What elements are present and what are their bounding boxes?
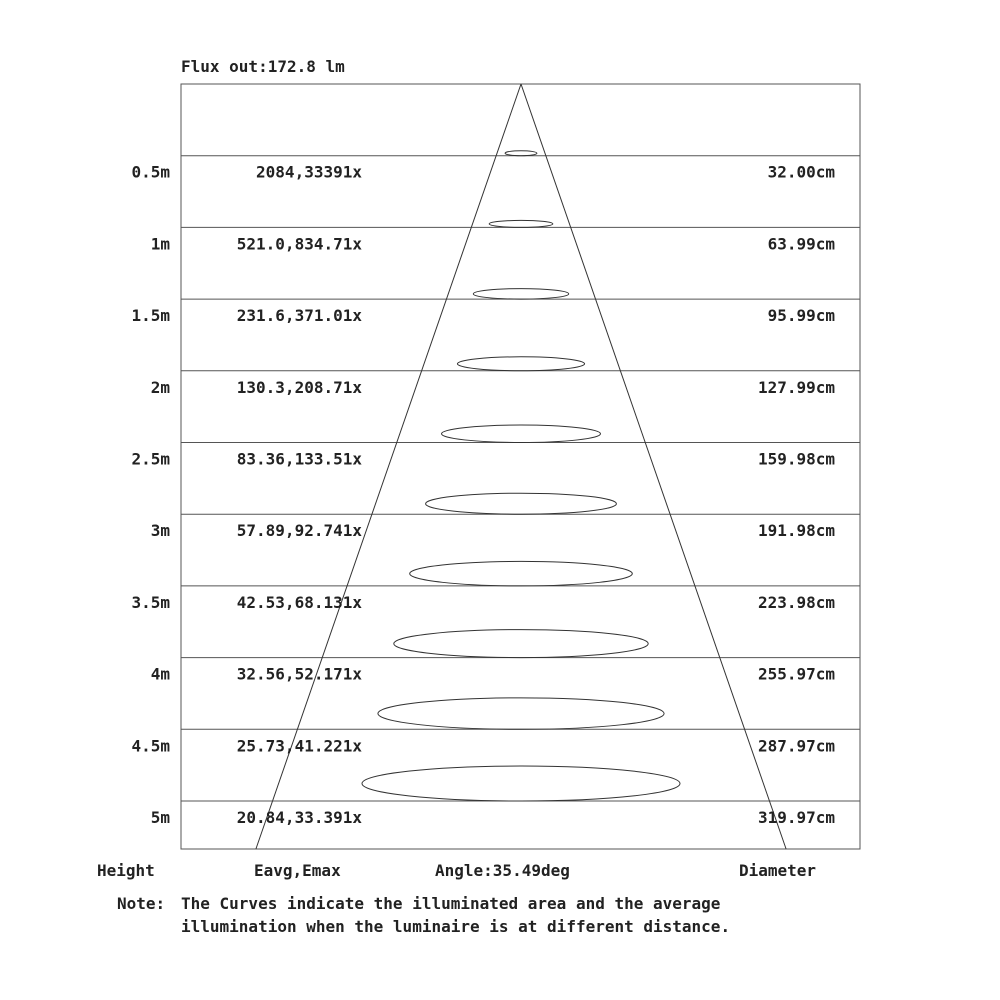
beam-spot-ellipse [426,493,617,514]
diameter-label: 191.98cm [757,521,835,541]
diameter-label: 95.99cm [767,306,835,326]
diameter-column-label: Diameter [739,861,817,880]
eavg-emax-column-label: Eavg,Emax [254,861,341,880]
lux-label: 130.3,208.71x [236,377,362,397]
height-label: 4.5m [131,736,170,756]
beam-spot-ellipse [457,357,584,371]
note-prefix: Note: [117,894,166,913]
height-label: 5m [150,808,170,827]
diameter-label: 63.99cm [767,234,835,254]
beam-spot-ellipse [410,561,633,585]
lux-label: 32.56,52.171x [236,664,362,684]
diameter-label: 223.98cm [757,592,835,612]
lux-label: 231.6,371.01x [236,306,362,326]
diameter-label: 255.97cm [757,664,835,684]
beam-spot-ellipse [362,766,680,801]
beam-spot-ellipse [378,698,664,729]
beam-angle-label: Angle:35.49deg [435,861,570,880]
cone-edge-right [521,84,786,849]
chart-title: Flux out:172.8 lm [181,57,345,76]
height-label: 2m [150,377,170,397]
diameter-label: 287.97cm [757,736,835,756]
diameter-label: 32.00cm [767,162,835,182]
lux-label: 42.53,68.131x [236,592,362,612]
lux-label: 57.89,92.741x [236,521,362,541]
row-labels [131,163,835,827]
lux-label: 2084,33391x [256,162,362,182]
beam-spots [362,151,680,801]
beam-spot-ellipse [505,151,537,156]
height-column-label: Height [97,861,155,880]
lux-label: 521.0,834.71x [236,234,362,254]
beam-spot-ellipse [489,220,553,227]
height-label: 1.5m [131,306,170,326]
height-label: 3.5m [131,592,170,612]
height-label: 4m [150,664,170,684]
note-line-2: illumination when the luminaire is at different distance. [181,917,731,936]
height-label: 3m [150,521,170,541]
note-line-1: The Curves indicate the illuminated area and the average [181,894,721,913]
height-label: 0.5m [131,162,170,182]
beam-spot-ellipse [442,425,601,442]
diameter-label: 319.97cm [757,808,835,827]
lux-label: 83.36,133.51x [236,449,362,469]
beam-spot-ellipse [394,630,648,658]
diameter-label: 159.98cm [757,449,835,469]
lux-label: 20.84,33.391x [236,808,362,827]
lux-label: 25.73,41.221x [236,736,362,756]
beam-spot-ellipse [473,289,568,299]
height-label: 1m [150,234,170,254]
height-label: 2.5m [131,449,170,469]
diameter-label: 127.99cm [757,377,835,397]
